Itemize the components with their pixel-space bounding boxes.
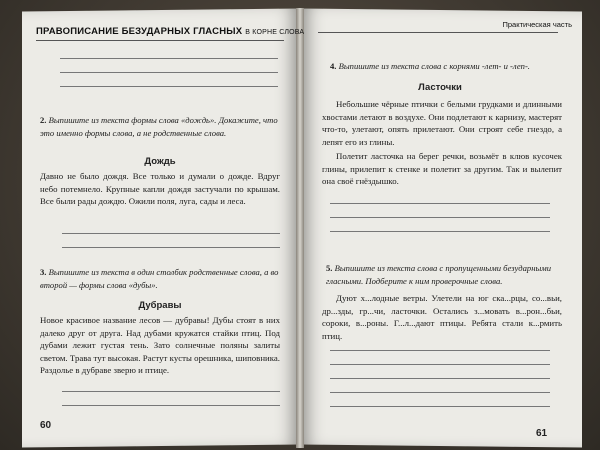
right-page [302, 9, 582, 448]
answer-line [330, 350, 550, 351]
task-3-text: Выпишите из текста в один столбик родственные слова, а во второй — формы слова «дубы». [40, 267, 279, 290]
task-3 [40, 266, 280, 291]
task-5-text: Выпишите из текста слова с пропущенными безударными гласными. Подберите к ним проверочные слова. [326, 263, 552, 286]
task-2-text: Выпишите из текста формы слова «дождь». Докажите, что это именно формы слова, а не родственные слова. [40, 115, 278, 138]
task-5 [326, 262, 562, 287]
answer-line [330, 364, 550, 365]
answer-line [62, 405, 280, 406]
left-header-title: ПРАВОПИСАНИЕ БЕЗУДАРНЫХ ГЛАСНЫХ [36, 26, 243, 37]
left-header-subtitle: В КОРНЕ СЛОВА [245, 29, 305, 36]
task-2 [40, 114, 280, 139]
text-lastochki-1: Небольшие чёрные птички с белыми грудками и длинными хвостами летают в воздухе. Они подлетают к карнизу, мастерят что-то, улетают, опять прилетают. Они строят себе гнездо, а лепят его из глины. [322, 99, 562, 147]
answer-line [330, 392, 550, 393]
task-5-number: 5. [326, 263, 333, 273]
right-header-rule [318, 32, 558, 33]
answer-line [60, 86, 278, 87]
answer-line [330, 203, 550, 204]
answer-line [330, 378, 550, 379]
task-4 [330, 60, 560, 73]
task-3-number: 3. [40, 267, 47, 277]
text-dubravy: Новое красивое название лесов — дубравы! Дубы стоят в них далеко друг от друга. Над дубами кружатся стайки птиц. Под дубами лежит густая тень. Зато солнечные поляны залиты светом. Трава тут высокая. Растут кусты орешника, шиповника. Раздолье в дубраве зверю и птице. [40, 315, 280, 375]
task-4-text: Выпишите из текста слова с корнями -лет- и -леп-. [338, 61, 530, 71]
answer-line [330, 231, 550, 232]
left-header [36, 26, 304, 37]
left-header-rule [36, 40, 284, 41]
right-header: Практическая часть [502, 20, 572, 29]
text-lastochki-2: Полетит ласточка на берег речки, возьмёт в клюв кусочек глины, прилепит к стенке и полетит за другим. Так и вылепит она своё гнёздышко. [322, 151, 562, 186]
task-4-number: 4. [330, 61, 337, 71]
text-task-5: Дуют х...лодные ветры. Улетели на юг ска...рцы, со...вьи, др...зды, гр...чи, ласточки. Остались з...мовать в...рон...бьи, сороки, в...роны. Г...л...дают птицы. Ребята стали к...рмить птиц. [322, 293, 562, 341]
answer-line [60, 58, 278, 59]
right-page-number: 61 [536, 428, 548, 439]
heading-lastochki: Ласточки [418, 82, 462, 93]
heading-dozhd: Дождь [144, 156, 176, 167]
answer-line [60, 72, 278, 73]
text-dozhd: Давно не было дождя. Все только и думали о дожде. Вдруг небо потемнело. Крупные капли дождя застучали по крышам. Все были рады дождю. Ожили поля, луга, сады и леса. [40, 171, 280, 206]
answer-line [62, 391, 280, 392]
task-2-number: 2. [40, 115, 47, 125]
heading-dubravy: Дубравы [138, 300, 182, 311]
answer-line [62, 247, 280, 248]
answer-line [330, 217, 550, 218]
left-page [22, 9, 298, 448]
answer-line [62, 233, 280, 234]
answer-line [330, 406, 550, 407]
left-page-number: 60 [40, 420, 52, 431]
book-spine [296, 8, 304, 448]
